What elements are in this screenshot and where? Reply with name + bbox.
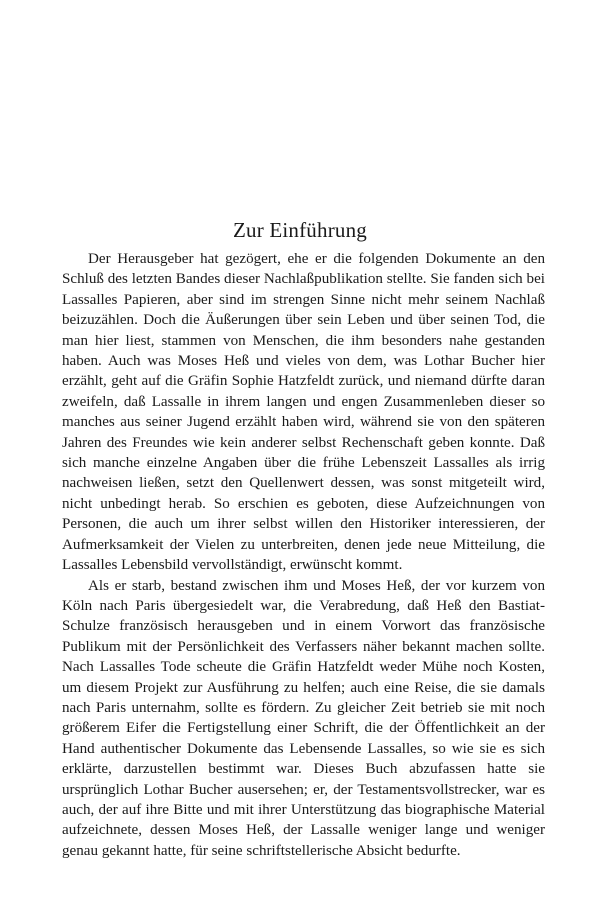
paragraph-1: Der Herausgeber hat gezögert, ehe er die folgenden Dokumente an den Schluß des letzten Bandes dieser Nachlaßpublikation stellte. Sie fanden sich bei Lassalles Papieren, aber sind im strengen Sinne nicht mehr seinem Nachlaß beizuzählen. Doch die Äußerungen über sein Leben und über seinen Tod, die man hier liest, stammen von Menschen, die ihm besonders nahe gestanden haben. Auch was Moses Heß und vieles von dem, was Lothar Bucher hier erzählt, geht auf die Gräfin Sophie Hatzfeldt zurück, und niemand dürfte daran zweifeln, daß Lassalle in ihrem langen und engen Zusammenleben dieser so manches aus seiner Jugend erzählt haben wird, während sie von den späteren Jahren des Freundes wie kein anderer selbst Rechenschaft geben konnte. Daß sich manche einzelne Angaben über die frühe Lebenszeit Lassalles als irrig nachweisen ließen, setzt den Quellenwert dessen, was sonst mitgeteilt wird, nicht unbedingt herab. So erschien es geboten, diese Aufzeichnungen von Personen, die auch um ihrer selbst willen den Historiker interessieren, der Aufmerksamkeit der Vielen zu unterbreiten, denen jede neue Mitteilung, die Lassalles Lebensbild vervollständigt, erwünscht kommt. [62,251,545,574]
page-title: Zur Einführung [232,218,368,242]
paragraph-2: Als er starb, bestand zwischen ihm und Moses Heß, der vor kurzem von Köln nach Paris übergesiedelt war, die Verabredung, daß Heß den Bastiat-Schulze französisch herausgeben und in einem Vorwort das französische Publikum mit der Persönlichkeit des Verfassers näher bekannt machen sollte. Nach Lassalles Tode scheute die Gräfin Hatzfeldt weder Mühe noch Kosten, um diesem Projekt zur Ausführung zu helfen; auch eine Reise, die sie damals nach Paris unternahm, sollte es fördern. Zu gleicher Zeit betrieb sie mit noch größerem Eifer die Fertigstellung einer Schrift, die der Öffentlichkeit an der Hand authentischer Dokumente das Lebensende Lassalles, so wie sie es sich erklärte, darzustellen bestimmt war. Dieses Buch abzufassen hatte sie ursprünglich Lothar Bucher ausersehen; er, der Testamentsvollstrecker, war es auch, der auf ihre Bitte und mit ihrer Unterstützung das biographische Material aufzeichnete, dessen Moses Heß, der Lassalle weniger lange und weniger genau gekannt hatte, für seine schriftstellerische Absicht bedurfte. [62,577,545,859]
body-text [62,249,545,861]
